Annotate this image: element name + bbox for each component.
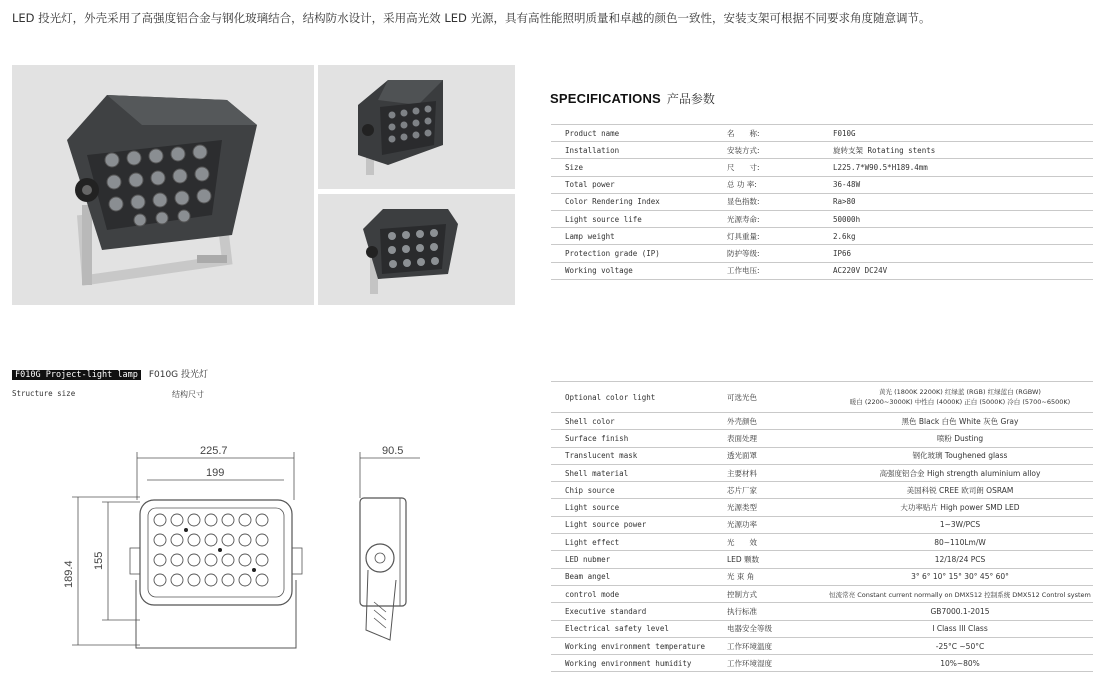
table-row bbox=[551, 464, 1093, 481]
dim-inner-height: 155 bbox=[93, 551, 105, 570]
table-row bbox=[551, 413, 1093, 430]
spec-value: F010G bbox=[827, 125, 1093, 142]
table-row bbox=[551, 516, 1093, 533]
table-row bbox=[551, 620, 1093, 637]
table-row bbox=[551, 551, 1093, 568]
dim-inner-width: 199 bbox=[206, 467, 225, 479]
table-row bbox=[551, 585, 1093, 602]
spec-label-cn: 电器安全等级 bbox=[727, 620, 827, 637]
model-label-cn: F010G 投光灯 bbox=[148, 370, 209, 380]
spec-label-en: Shell color bbox=[551, 413, 727, 430]
spec-label-en: Chip source bbox=[551, 482, 727, 499]
spec-value: 黑色 Black 白色 White 灰色 Gray bbox=[827, 413, 1093, 430]
spec-value: 80~110Lm/W bbox=[827, 534, 1093, 551]
table-row bbox=[551, 603, 1093, 620]
table-row bbox=[551, 210, 1093, 227]
spec-label-cn: 显色指数: bbox=[727, 193, 827, 210]
table-row bbox=[551, 499, 1093, 516]
spec-label-cn: 芯片厂家 bbox=[727, 482, 827, 499]
table-row bbox=[551, 142, 1093, 159]
table-row bbox=[551, 382, 1093, 413]
spec-value: IP66 bbox=[827, 245, 1093, 262]
table-row bbox=[551, 447, 1093, 464]
spec-value bbox=[827, 382, 1093, 413]
dim-height: 189.4 bbox=[63, 560, 75, 588]
spec-label-en: Electrical safety level bbox=[551, 620, 727, 637]
table-row bbox=[551, 228, 1093, 245]
spec-label-cn: 控制方式 bbox=[727, 585, 827, 602]
spec-label-cn: 总 功 率: bbox=[727, 176, 827, 193]
spec-label-en: Protection grade (IP) bbox=[551, 245, 727, 262]
spec-label-cn: 表面处理 bbox=[727, 430, 827, 447]
spec-label-en: Optional color light bbox=[551, 382, 727, 413]
spec-value: Ra>80 bbox=[827, 193, 1093, 210]
product-photo-small bbox=[318, 194, 515, 305]
spec-label-en: Light source power bbox=[551, 516, 727, 533]
model-label-en: F010G Project-light lamp bbox=[12, 370, 141, 380]
spec-value: -25°C ~50°C bbox=[827, 637, 1093, 654]
spec-label-cn: 工作电压: bbox=[727, 262, 827, 279]
spec-value: 喷粉 Dusting bbox=[827, 430, 1093, 447]
spec-value: 10%~80% bbox=[827, 655, 1093, 672]
structure-size-label-en: Structure size bbox=[12, 389, 76, 398]
spec-value: GB7000.1-2015 bbox=[827, 603, 1093, 620]
table-row bbox=[551, 176, 1093, 193]
spec-label-cn: 名 称: bbox=[727, 125, 827, 142]
spec-label-en: Product name bbox=[551, 125, 727, 142]
dim-length: 225.7 bbox=[200, 445, 228, 457]
spec-label-cn: 外壳颜色 bbox=[727, 413, 827, 430]
table-row bbox=[551, 193, 1093, 210]
spec-label-en: Lamp weight bbox=[551, 228, 727, 245]
model-label bbox=[12, 367, 208, 380]
spec-label-en: Surface finish bbox=[551, 430, 727, 447]
product-photo-main bbox=[12, 65, 314, 305]
table-row bbox=[551, 655, 1093, 672]
specifications-heading bbox=[550, 88, 715, 107]
spec-label-en: Size bbox=[551, 159, 727, 176]
spec-value: 恒流常亮 Constant current normally on DMX512 控制系统 DMX512 Control system bbox=[827, 585, 1093, 602]
spec-value: L225.7*W90.5*H189.4mm bbox=[827, 159, 1093, 176]
table-row bbox=[551, 482, 1093, 499]
table-row bbox=[551, 159, 1093, 176]
intro-paragraph: LED 投光灯，外壳采用了高强度铝合金与钢化玻璃结合，结构防水设计，采用高光效 LED 光源，具有高性能照明质量和卓越的颜色一致性，安装支架可根据不同要求角度随意调节。 bbox=[12, 11, 931, 25]
spec-label-en: Light effect bbox=[551, 534, 727, 551]
spec-label-cn: 光源功率 bbox=[727, 516, 827, 533]
spec-value: 50000h bbox=[827, 210, 1093, 227]
spec-label-en: Working environment humidity bbox=[551, 655, 727, 672]
spec-value: 2.6kg bbox=[827, 228, 1093, 245]
spec-label-en: Installation bbox=[551, 142, 727, 159]
spec-label-cn: 光 效 bbox=[727, 534, 827, 551]
spec-value-line: 黄光 (1800K 2200K) 红绿蓝 (RGB) 红绿蓝白 (RGBW) bbox=[879, 388, 1041, 396]
spec-label-cn: 主要材料 bbox=[727, 464, 827, 481]
spec-value: 12/18/24 PCS bbox=[827, 551, 1093, 568]
spec-label-en: Color Rendering Index bbox=[551, 193, 727, 210]
spec-label-cn: 尺 寸: bbox=[727, 159, 827, 176]
spec-value: 钢化玻璃 Toughened glass bbox=[827, 447, 1093, 464]
spec-label-cn: 工作环境温度 bbox=[727, 637, 827, 654]
spec-label-cn: 透光面罩 bbox=[727, 447, 827, 464]
spec-value: 3° 6° 10° 15° 30° 45° 60° bbox=[827, 568, 1093, 585]
structure-size-label-cn: 结构尺寸 bbox=[172, 390, 204, 399]
specifications-title-en: SPECIFICATIONS bbox=[550, 91, 661, 106]
table-row bbox=[551, 245, 1093, 262]
product-photo-angled bbox=[318, 65, 515, 189]
spec-label-en: Translucent mask bbox=[551, 447, 727, 464]
spec-value: 大功率贴片 High power SMD LED bbox=[827, 499, 1093, 516]
spec-label-en: LED nubmer bbox=[551, 551, 727, 568]
spec-label-cn: 光源寿命: bbox=[727, 210, 827, 227]
table-row bbox=[551, 534, 1093, 551]
spec-label-en: Total power bbox=[551, 176, 727, 193]
table-row bbox=[551, 637, 1093, 654]
spec-value: 美国科锐 CREE 欧司朗 OSRAM bbox=[827, 482, 1093, 499]
spec-label-en: Beam angel bbox=[551, 568, 727, 585]
spec-label-en: Light source life bbox=[551, 210, 727, 227]
spec-label-en: Light source bbox=[551, 499, 727, 516]
spec-value: 1~3W/PCS bbox=[827, 516, 1093, 533]
spec-label-cn: 光 束 角 bbox=[727, 568, 827, 585]
spec-value: 36-48W bbox=[827, 176, 1093, 193]
table-row bbox=[551, 125, 1093, 142]
spec-label-en: Working voltage bbox=[551, 262, 727, 279]
spec-value-line: 暖白 (2200~3000K) 中性白 (4000K) 正白 (5000K) 冷白 (5700~6500K) bbox=[849, 398, 1071, 406]
spec-value: 旋转支架 Rotating stents bbox=[827, 142, 1093, 159]
spec-label-cn: 光源类型 bbox=[727, 499, 827, 516]
spec-label-en: control mode bbox=[551, 585, 727, 602]
spec-label-cn: 防护等级: bbox=[727, 245, 827, 262]
table-row bbox=[551, 568, 1093, 585]
spec-label-en: Shell material bbox=[551, 464, 727, 481]
optional-specs-table bbox=[551, 381, 1093, 672]
spec-label-cn: 执行标准 bbox=[727, 603, 827, 620]
spec-label-en: Executive standard bbox=[551, 603, 727, 620]
specifications-table bbox=[551, 124, 1093, 280]
spec-value: AC220V DC24V bbox=[827, 262, 1093, 279]
dimension-drawing bbox=[60, 440, 420, 655]
spec-value: 高强度铝合金 High strength aluminium alloy bbox=[827, 464, 1093, 481]
spec-value: I Class III Class bbox=[827, 620, 1093, 637]
table-row bbox=[551, 262, 1093, 279]
spec-label-en: Working environment temperature bbox=[551, 637, 727, 654]
spec-label-cn: 工作环境湿度 bbox=[727, 655, 827, 672]
spec-label-cn: 安装方式: bbox=[727, 142, 827, 159]
spec-label-cn: 可选光色 bbox=[727, 382, 827, 413]
dim-width: 90.5 bbox=[382, 445, 404, 457]
specifications-title-cn: 产品参数 bbox=[666, 92, 715, 106]
spec-label-cn: 灯具重量: bbox=[727, 228, 827, 245]
spec-label-cn: LED 颗数 bbox=[727, 551, 827, 568]
table-row bbox=[551, 430, 1093, 447]
